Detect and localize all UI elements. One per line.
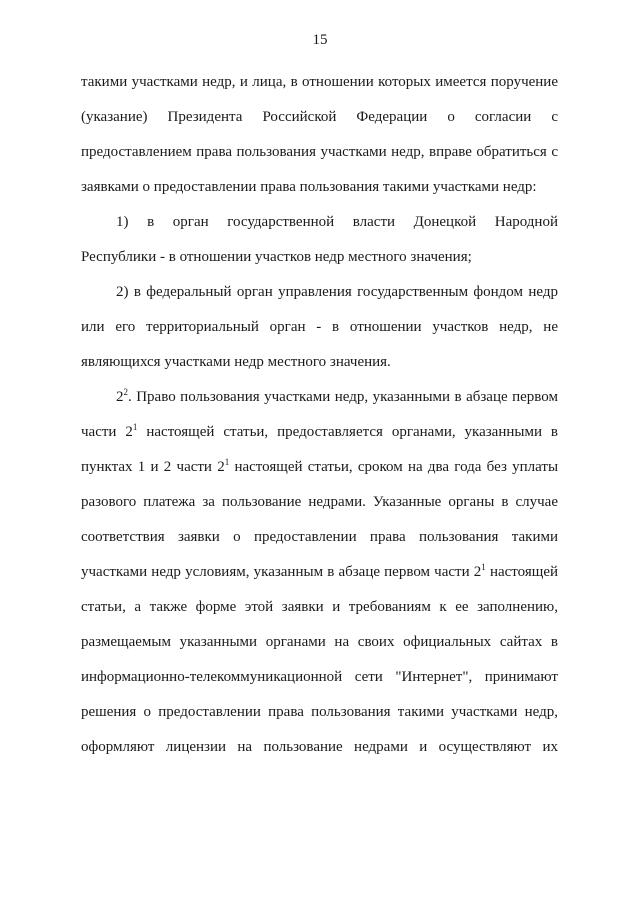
text-line: пунктах 1 и 2 части $2^1$ настоящей статьи, сроком на два года без уплаты bbox=[81, 457, 559, 475]
text-line: предоставлением права пользования участками недр, вправе обратиться с bbox=[81, 144, 558, 160]
text-line: участками недр условиям, указанным в абзаце первом части $2^1$ настоящей bbox=[81, 562, 559, 580]
text-line: оформляют лицензии на пользование недрами и осуществляют их bbox=[81, 739, 558, 755]
text-line: информационно-телекоммуникационной сети "Интернет", принимают bbox=[81, 669, 558, 685]
text-line: статьи, а также форме этой заявки и требованиям к ее заполнению, bbox=[81, 599, 558, 615]
text-line: являющихся участками недр местного значения. bbox=[81, 354, 391, 370]
text-line: размещаемым указанными органами на своих официальных сайтах в bbox=[81, 634, 558, 650]
text-line: заявками о предоставлении права пользования такими участками недр: bbox=[81, 179, 537, 195]
list-item-2-line: 2) в федеральный орган управления государственным фондом недр bbox=[116, 284, 558, 300]
section-number: $2^2$ bbox=[116, 387, 128, 405]
text-line: такими участками недр, и лица, в отношении которых имеется поручение bbox=[81, 74, 558, 90]
text-line: (указание) Президента Российской Федерации о согласии с bbox=[81, 109, 558, 125]
part-reference: $2^1$ bbox=[217, 457, 230, 475]
text-line: или его территориальный орган - в отношении участков недр, не bbox=[81, 319, 558, 335]
text-line: разового платежа за пользование недрами. Указанные органы в случае bbox=[81, 494, 558, 510]
text-line: части $2^1$ настоящей статьи, предоставляется органами, указанными в bbox=[81, 422, 559, 440]
list-item-1-line: 1) в орган государственной власти Донецкой Народной bbox=[116, 214, 558, 230]
text-line: соответствия заявки о предоставлении права пользования такими bbox=[81, 529, 558, 545]
page-number: 15 bbox=[312, 32, 328, 48]
text-line: Республики - в отношении участков недр местного значения; bbox=[81, 249, 472, 265]
part-reference: $2^1$ bbox=[473, 562, 486, 580]
section-2-2-first-line: $2^2$. Право пользования участками недр, указанными в абзаце первом bbox=[116, 387, 558, 405]
text-line: решения о предоставлении права пользования такими участками недр, bbox=[81, 704, 558, 720]
part-reference: $2^1$ bbox=[125, 422, 138, 440]
